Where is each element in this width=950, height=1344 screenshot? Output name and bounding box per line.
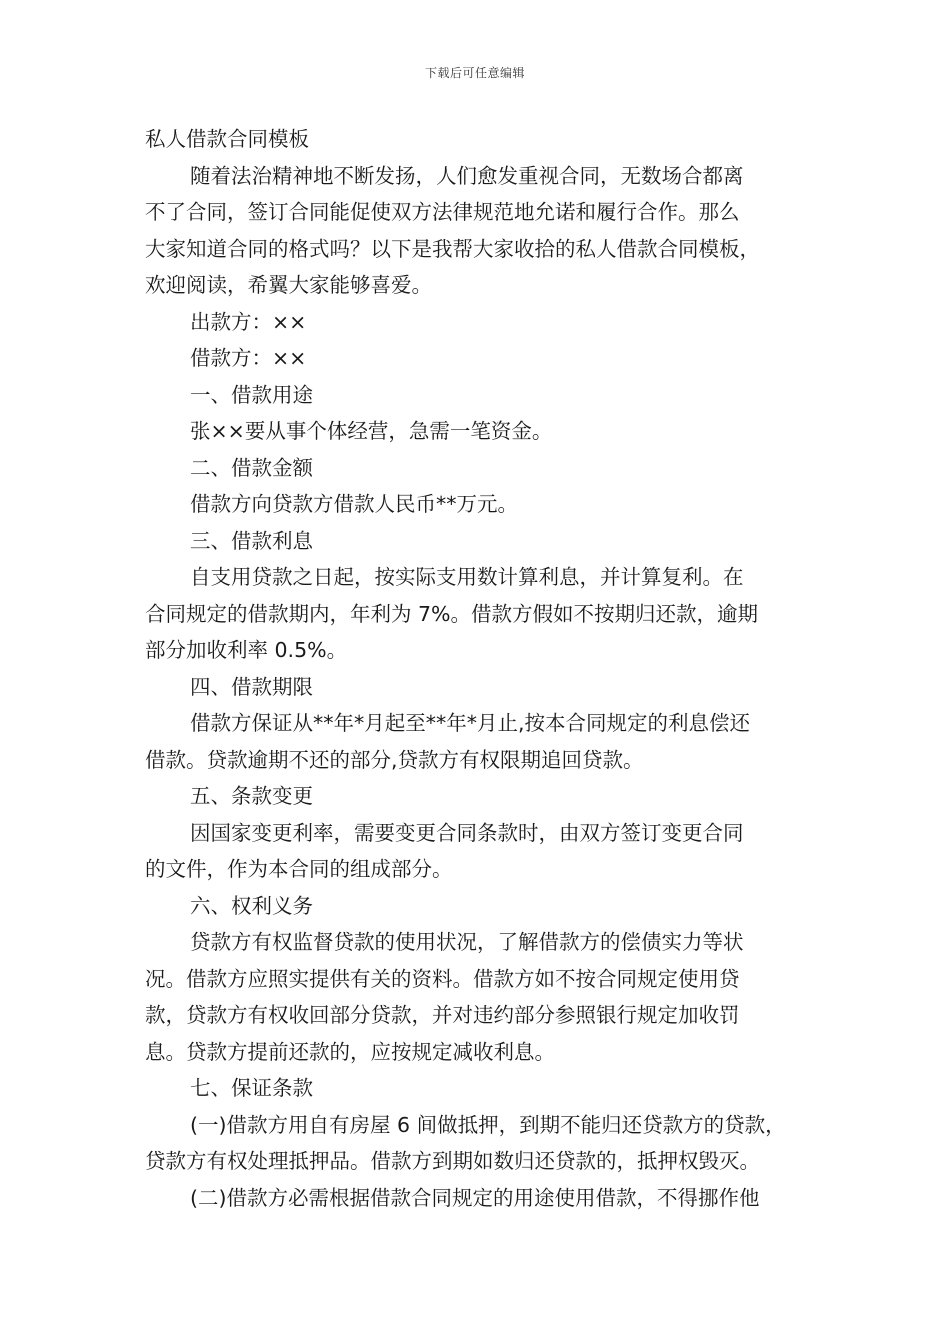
paragraph-line: 况。借款方应照实提供有关的资料。借款方如不按合同规定使用贷 xyxy=(145,966,740,991)
section-heading: 四、借款期限 xyxy=(190,674,313,699)
page-header-note: 下载后可任意编辑 xyxy=(424,66,525,80)
section-heading: 二、借款金额 xyxy=(190,455,313,480)
paragraph-line: 借款。贷款逾期不还的部分,贷款方有权限期追回贷款。 xyxy=(145,747,644,772)
paragraph-line: 部分加收利率 0.5%。 xyxy=(145,638,348,662)
document-body xyxy=(145,121,810,1216)
paragraph-line: 因国家变更利率，需要变更合同条款时，由双方签订变更合同 xyxy=(190,820,744,845)
paragraph-line: 借款方向贷款方借款人民币**万元。 xyxy=(190,492,518,516)
paragraph-line: 随着法治精神地不断发扬，人们愈发重视合同，无数场合都离 xyxy=(190,163,744,188)
paragraph-line: 借款方保证从**年*月起至**年*月止,按本合同规定的利息偿还 xyxy=(190,711,751,735)
borrower-line: 借款方：×× xyxy=(190,346,307,370)
paragraph-line: 贷款方有权处理抵押品。借款方到期如数归还贷款的，抵押权毁灭。 xyxy=(145,1149,760,1173)
paragraph-line: 大家知道合同的格式吗？以下是我帮大家收拾的私人借款合同模板， xyxy=(145,236,760,261)
section-heading: 一、借款用途 xyxy=(190,382,313,407)
document-title: 私人借款合同模板 xyxy=(145,127,309,151)
paragraph-line: 贷款方有权监督贷款的使用状况，了解借款方的偿债实力等状 xyxy=(190,930,744,954)
section-heading: 五、条款变更 xyxy=(190,784,313,808)
section-heading: 六、权利义务 xyxy=(190,893,313,918)
paragraph-line: 合同规定的借款期内，年利为 7%。借款方假如不按期归还款，逾期 xyxy=(145,601,759,626)
paragraph-line: (一)借款方用自有房屋 6 间做抵押，到期不能归还贷款方的贷款， xyxy=(190,1112,786,1137)
paragraph-line: 欢迎阅读，希翼大家能够喜爱。 xyxy=(145,273,432,297)
paragraph-line: 张××要从事个体经营，急需一笔资金。 xyxy=(190,419,553,443)
paragraph-line: 款，贷款方有权收回部分贷款，并对违约部分参照银行规定加收罚 xyxy=(145,1003,740,1027)
lender-line: 出款方：×× xyxy=(190,309,307,334)
paragraph-line: 息。贷款方提前还款的，应按规定减收利息。 xyxy=(145,1039,555,1064)
paragraph-line: 自支用贷款之日起，按实际支用数计算利息，并计算复利。在 xyxy=(190,565,744,589)
paragraph-line: 不了合同，签订合同能促使双方法律规范地允诺和履行合作。那么 xyxy=(145,200,740,224)
section-heading: 三、借款利息 xyxy=(190,528,313,553)
paragraph-line: (二)借款方必需根据借款合同规定的用途使用借款，不得挪作他 xyxy=(190,1185,760,1210)
paragraph-line: 的文件，作为本合同的组成部分。 xyxy=(145,857,453,881)
section-heading: 七、保证条款 xyxy=(190,1076,313,1100)
